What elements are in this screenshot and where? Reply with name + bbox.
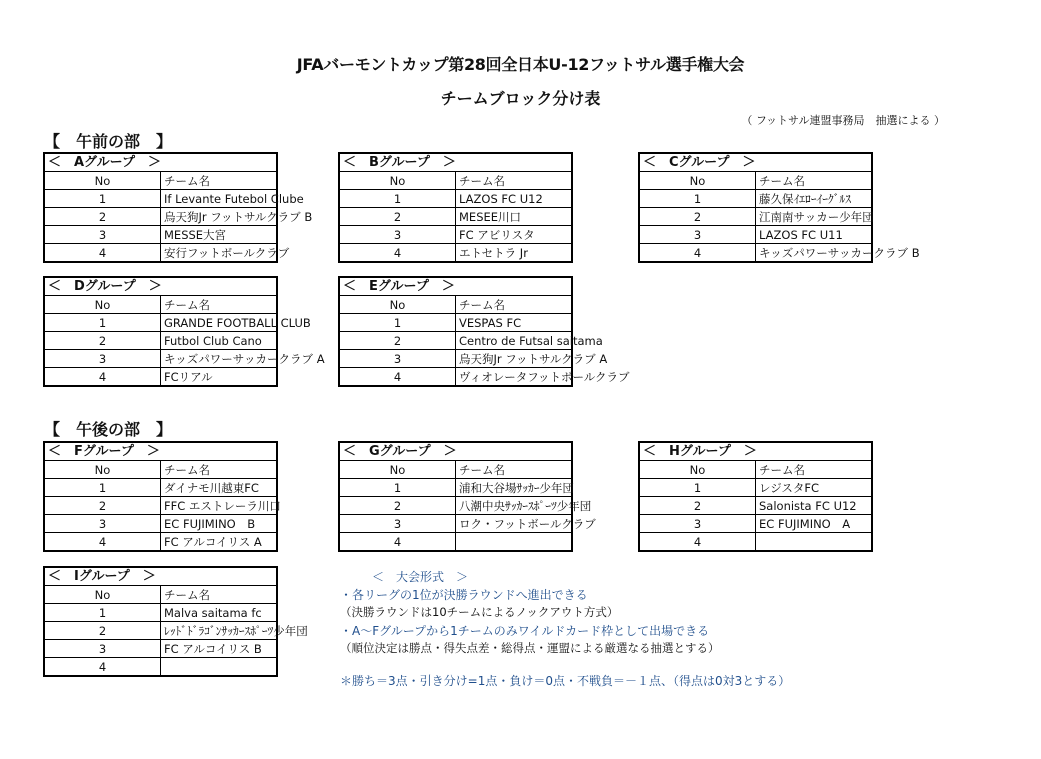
team-number: 2: [340, 497, 456, 515]
table-row: [640, 479, 871, 497]
team-name: ダイナモ川越東FC: [161, 479, 277, 497]
team-number: 4: [340, 244, 456, 262]
team-name: Malva saitama fc: [161, 604, 277, 622]
team-number: 3: [45, 226, 161, 244]
table-row: [45, 190, 276, 208]
column-header-no: No: [340, 172, 456, 190]
group-g-table: [338, 441, 596, 552]
table-row: [340, 533, 571, 551]
team-number: 2: [640, 208, 756, 226]
team-number: 1: [45, 190, 161, 208]
table-row: [45, 604, 276, 622]
column-header-team: チーム名: [161, 172, 277, 190]
team-number: 4: [45, 533, 161, 551]
team-name: LAZOS FC U11: [756, 226, 872, 244]
team-number: 3: [340, 515, 456, 533]
team-name: [456, 533, 572, 551]
team-number: 1: [340, 190, 456, 208]
table-row: [45, 244, 276, 262]
table-row: [45, 533, 276, 551]
table-row: [340, 190, 571, 208]
team-name: 安行フットボールクラブ: [161, 244, 277, 262]
team-name: Centro de Futsal saitama: [456, 332, 572, 350]
column-header-no: No: [45, 461, 161, 479]
team-number: 4: [640, 244, 756, 262]
team-name: FC アルコイリス A: [161, 533, 277, 551]
group-label: ＜ Bグループ ＞: [340, 154, 571, 172]
table-row: [640, 244, 871, 262]
team-number: 1: [640, 190, 756, 208]
team-name: ロク・フットボールクラブ: [456, 515, 572, 533]
column-header-team: チーム名: [756, 172, 872, 190]
table-row: [340, 368, 571, 386]
format-line-3: ・A～Fグループから1チームのみワイルドカード枠として出場できる: [340, 624, 710, 638]
team-name: 八潮中央ｻｯｶｰｽﾎﾟｰﾂ少年団: [456, 497, 572, 515]
column-header-no: No: [640, 172, 756, 190]
team-number: 3: [45, 640, 161, 658]
table-row: [640, 190, 871, 208]
team-number: 4: [640, 533, 756, 551]
group-d-table: [43, 276, 325, 387]
table-row: [45, 368, 276, 386]
team-number: 3: [45, 350, 161, 368]
format-line-4: （順位決定は勝点・得失点差・総得点・運盟による厳選なる抽選とする）: [340, 641, 720, 655]
team-number: 3: [340, 226, 456, 244]
table-row: [45, 226, 276, 244]
afternoon-section-heading: 【 午後の部 】: [44, 420, 173, 439]
group-b-table: [338, 152, 573, 263]
table-row: [45, 640, 276, 658]
team-name: キッズパワーサッカークラブ A: [161, 350, 277, 368]
team-number: 4: [340, 368, 456, 386]
team-name: MESSE大宮: [161, 226, 277, 244]
lottery-note: （ フットサル連盟事務局 抽選による ）: [741, 114, 945, 127]
group-label: ＜ Gグループ ＞: [340, 443, 571, 461]
format-line-2: （決勝ラウンドは10チームによるノックアウト方式）: [340, 605, 619, 619]
group-label: ＜ Aグループ ＞: [45, 154, 276, 172]
table-row: [340, 479, 571, 497]
table-row: [640, 497, 871, 515]
team-name: [756, 533, 872, 551]
team-number: 4: [45, 658, 161, 676]
column-header-no: No: [340, 461, 456, 479]
column-header-no: No: [45, 586, 161, 604]
table-row: [45, 350, 276, 368]
table-row: [45, 515, 276, 533]
team-name: 浦和大谷場ｻｯｶｰ少年団: [456, 479, 572, 497]
column-header-no: No: [45, 296, 161, 314]
column-header-team: チーム名: [456, 461, 572, 479]
table-row: [45, 479, 276, 497]
column-header-no: No: [45, 172, 161, 190]
team-number: 3: [340, 350, 456, 368]
team-number: 3: [640, 226, 756, 244]
team-name: MESEE川口: [456, 208, 572, 226]
group-label: ＜ Hグループ ＞: [640, 443, 871, 461]
team-number: 2: [640, 497, 756, 515]
team-number: 1: [340, 479, 456, 497]
team-number: 2: [45, 622, 161, 640]
column-header-team: チーム名: [161, 461, 277, 479]
team-name: FC アルコイリス B: [161, 640, 277, 658]
group-label: ＜ Iグループ ＞: [45, 568, 276, 586]
team-name: 藤久保ｲｴﾛｰｲｰｸﾞﾙｽ: [756, 190, 872, 208]
team-name: ヴィオレータフットボールクラブ: [456, 368, 572, 386]
group-a-table: [43, 152, 313, 263]
team-name: [161, 658, 277, 676]
team-name: ﾚｯﾄﾞﾄﾞﾗｺﾞﾝｻｯｶｰｽﾎﾟｰﾂ少年団: [161, 622, 277, 640]
table-row: [640, 208, 871, 226]
team-number: 1: [45, 479, 161, 497]
table-row: [45, 658, 276, 676]
group-label: ＜ Fグループ ＞: [45, 443, 276, 461]
team-number: 2: [45, 332, 161, 350]
team-name: FC アビリスタ: [456, 226, 572, 244]
team-number: 4: [340, 533, 456, 551]
table-row: [640, 226, 871, 244]
team-number: 2: [340, 332, 456, 350]
team-number: 1: [45, 604, 161, 622]
group-f-table: [43, 441, 281, 552]
table-row: [45, 208, 276, 226]
team-number: 3: [640, 515, 756, 533]
team-number: 4: [45, 368, 161, 386]
group-h-table: [638, 441, 873, 552]
column-header-team: チーム名: [456, 172, 572, 190]
team-name: キッズパワーサッカークラブ B: [756, 244, 872, 262]
team-number: 2: [45, 208, 161, 226]
team-name: エトセトラ Jr: [456, 244, 572, 262]
team-number: 2: [340, 208, 456, 226]
column-header-no: No: [340, 296, 456, 314]
team-name: Futbol Club Cano: [161, 332, 277, 350]
table-row: [340, 515, 571, 533]
group-label: ＜ Cグループ ＞: [640, 154, 871, 172]
team-name: If Levante Futebol Clube: [161, 190, 277, 208]
format-line-1: ・各リーグの1位が決勝ラウンドへ進出できる: [340, 588, 588, 602]
format-line-5: ＊勝ち＝3点・引き分け=1点・負け＝0点・不戦負＝－１点、（得点は0対3とする）: [340, 674, 791, 688]
team-name: 烏天狗Jr フットサルクラブ A: [456, 350, 572, 368]
format-heading: ＜ 大会形式 ＞: [372, 570, 469, 584]
team-number: 1: [640, 479, 756, 497]
group-label: ＜ Eグループ ＞: [340, 278, 571, 296]
group-c-table: [638, 152, 920, 263]
document-title: JFAバーモントカップ第28回全日本U-12フットサル選手権大会: [296, 55, 745, 74]
team-number: 2: [45, 497, 161, 515]
team-name: レジスタFC: [756, 479, 872, 497]
table-row: [45, 622, 276, 640]
column-header-no: No: [640, 461, 756, 479]
table-row: [45, 314, 276, 332]
team-name: VESPAS FC: [456, 314, 572, 332]
team-name: FFC エストレーラ川口: [161, 497, 277, 515]
team-number: 3: [45, 515, 161, 533]
team-name: 江南南サッカー少年団: [756, 208, 872, 226]
table-row: [640, 533, 871, 551]
group-label: ＜ Dグループ ＞: [45, 278, 276, 296]
column-header-team: チーム名: [456, 296, 572, 314]
team-number: 1: [340, 314, 456, 332]
document-subtitle: チームブロック分け表: [440, 89, 601, 108]
team-name: 烏天狗Jr フットサルクラブ B: [161, 208, 277, 226]
morning-section-heading: 【 午前の部 】: [44, 132, 173, 151]
team-name: Salonista FC U12: [756, 497, 872, 515]
team-name: LAZOS FC U12: [456, 190, 572, 208]
table-row: [45, 497, 276, 515]
table-row: [340, 226, 571, 244]
table-row: [45, 332, 276, 350]
team-number: 1: [45, 314, 161, 332]
column-header-team: チーム名: [161, 586, 277, 604]
table-row: [340, 244, 571, 262]
table-row: [640, 515, 871, 533]
team-number: 4: [45, 244, 161, 262]
table-row: [340, 314, 571, 332]
group-i-table: [43, 566, 308, 677]
group-e-table: [338, 276, 630, 387]
column-header-team: チーム名: [756, 461, 872, 479]
team-name: FCリアル: [161, 368, 277, 386]
table-row: [340, 497, 571, 515]
column-header-team: チーム名: [161, 296, 277, 314]
team-name: EC FUJIMINO A: [756, 515, 872, 533]
team-name: GRANDE FOOTBALL CLUB: [161, 314, 277, 332]
team-name: EC FUJIMINO B: [161, 515, 277, 533]
table-row: [340, 350, 571, 368]
table-row: [340, 332, 571, 350]
table-row: [340, 208, 571, 226]
